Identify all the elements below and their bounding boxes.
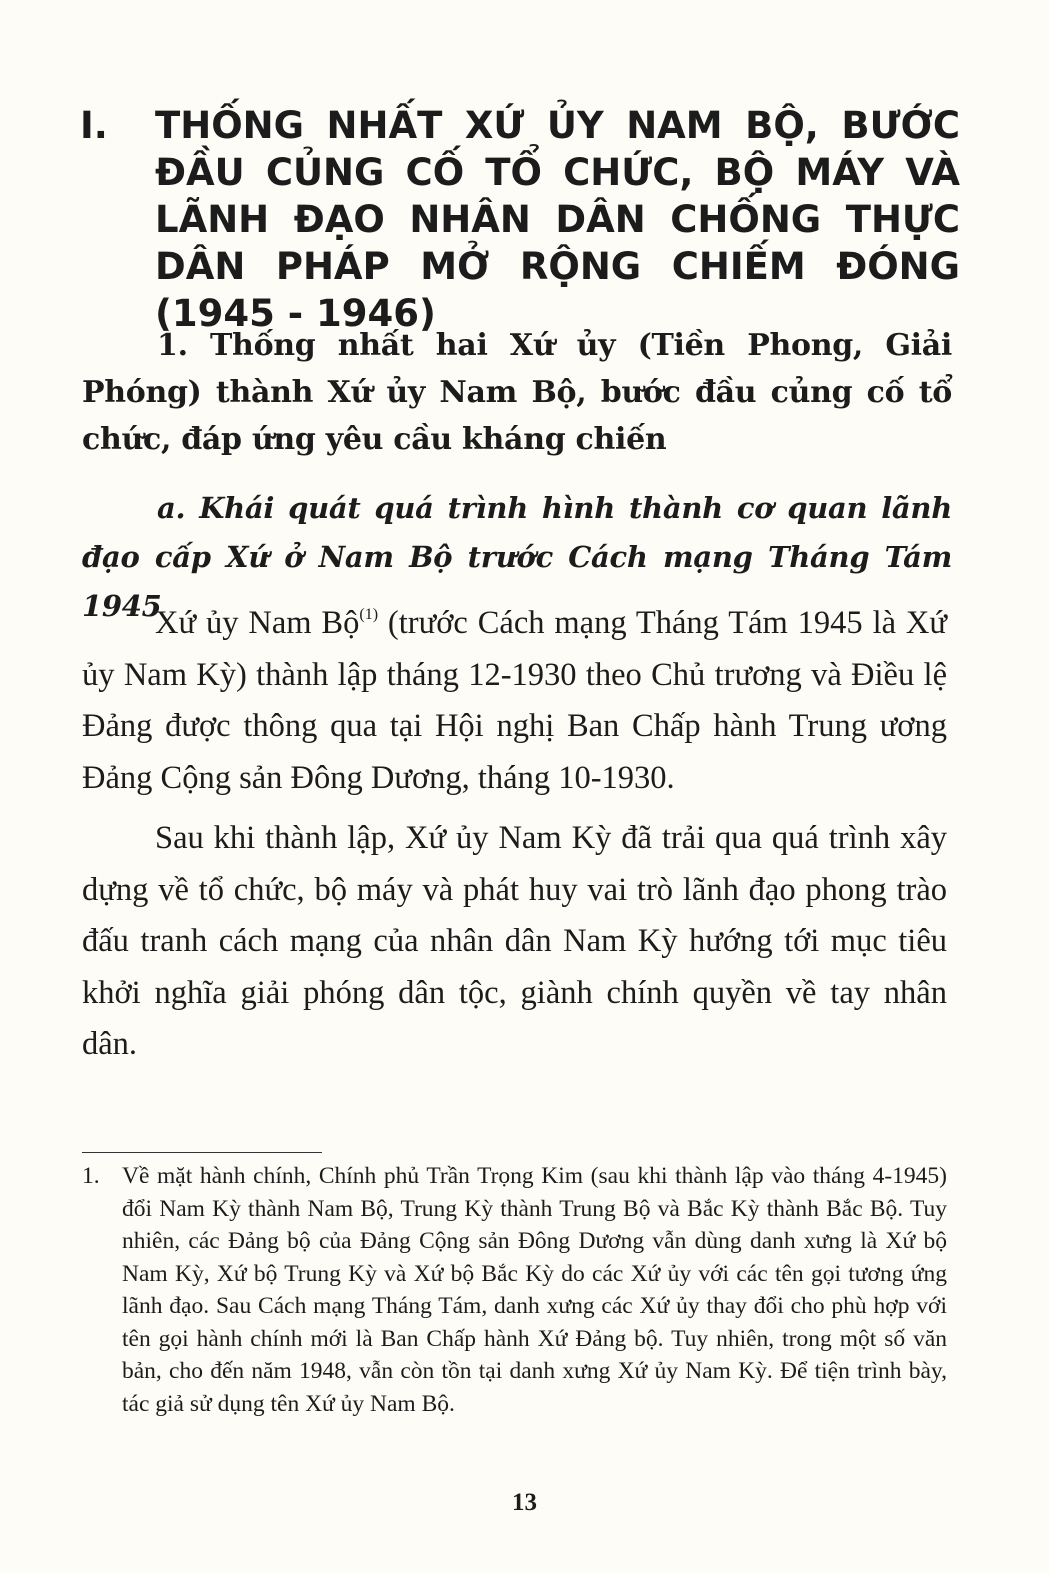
footnote (82, 1160, 947, 1420)
chapter-number: I. (80, 104, 108, 147)
chapter-title: THỐNG NHẤT XỨ ỦY NAM BỘ, BƯỚC ĐẦU CỦNG CỐ TỔ CHỨC, BỘ MÁY VÀ LÃNH ĐẠO NHÂN DÂN CHỐNG THỰC DÂN PHÁP MỞ RỘNG CHIẾM ĐÓNG (1945 - 1946) (155, 104, 960, 335)
chapter-heading (80, 102, 960, 337)
section-heading: 1. Thống nhất hai Xứ ủy (Tiền Phong, Giải Phóng) thành Xứ ủy Nam Bộ, bước đầu củng cố tổ chức, đáp ứng yêu cầu kháng chiến (82, 328, 952, 457)
footnote-divider (82, 1152, 322, 1153)
footnote-text: Về mặt hành chính, Chính phủ Trần Trọng Kim (sau khi thành lập vào tháng 4-1945) đổi Nam Kỳ thành Nam Bộ, Trung Kỳ thành Trung Bộ và Bắc Kỳ thành Bắc Bộ. Tuy nhiên, các Đảng bộ của Đảng Cộng sản Đông Dương vẫn dùng danh xưng là Xứ bộ Nam Kỳ, Xứ bộ Trung Kỳ và Xứ bộ Bắc Kỳ do các Xứ ủy với các tên gọi tương ứng lãnh đạo. Sau Cách mạng Tháng Tám, danh xưng các Xứ ủy thay đổi cho phù hợp với tên gọi hành chính mới là Ban Chấp hành Xứ Đảng bộ. Tuy nhiên, trong một số văn bản, cho đến năm 1948, vẫn còn tồn tại danh xưng Xứ ủy Nam Kỳ. Để tiện trình bày, tác giả sử dụng tên Xứ ủy Nam Bộ. (122, 1163, 947, 1417)
body-paragraph-1 (82, 598, 947, 804)
para1-start: Xứ ủy Nam Bộ (155, 605, 360, 641)
para1-rest: (trước Cách mạng Tháng Tám 1945 là Xứ ủy Nam Kỳ) thành lập tháng 12-1930 theo Chủ trương và Điều lệ Đảng được thông qua tại Hội nghị Ban Chấp hành Trung ương Đảng Cộng sản Đông Dương, tháng 10-1930. (82, 605, 948, 796)
footnote-reference: (1) (359, 606, 379, 623)
body-paragraph-2: Sau khi thành lập, Xứ ủy Nam Kỳ đã trải qua quá trình xây dựng về tổ chức, bộ máy và phát huy vai trò lãnh đạo phong trào đấu tranh cách mạng của nhân dân Nam Kỳ hướng tới mục tiêu khởi nghĩa giải phóng dân tộc, giành chính quyền về tay nhân dân. (82, 820, 947, 1062)
page-number: 13 (512, 1489, 537, 1516)
footnote-number: 1. (82, 1163, 100, 1189)
subsection-heading: a. Khái quát quá trình hình thành cơ quan lãnh đạo cấp Xứ ở Nam Bộ trước Cách mạng Tháng Tám 1945 (82, 491, 952, 623)
